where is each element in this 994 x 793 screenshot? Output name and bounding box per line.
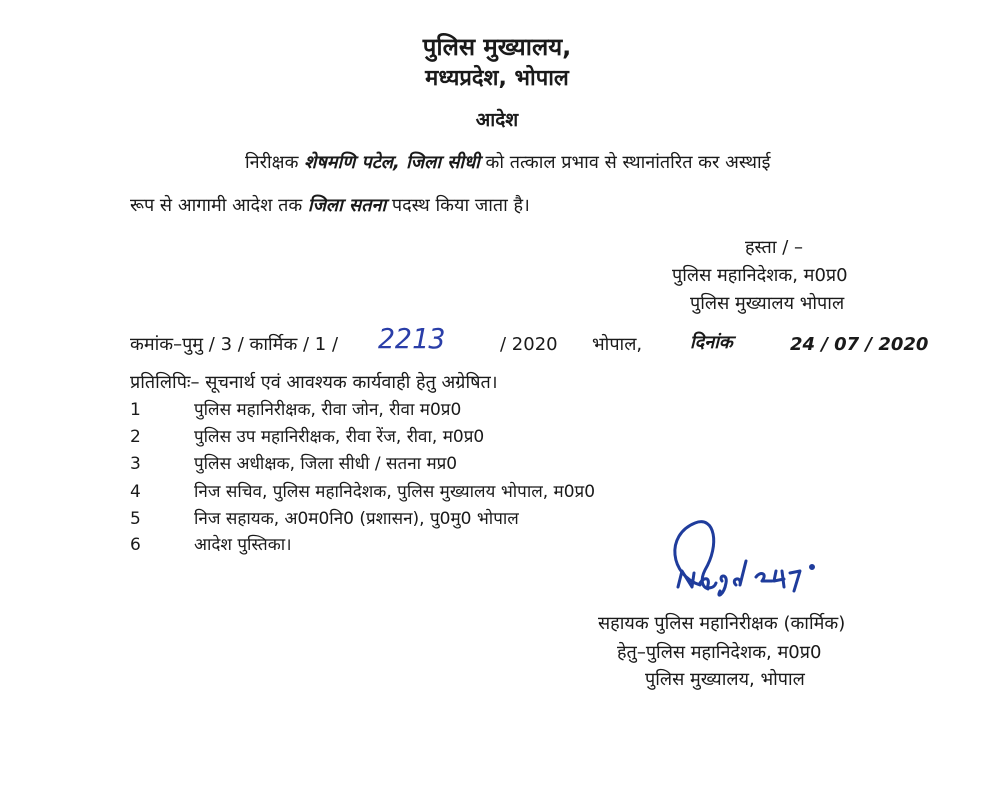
order-title: आदेश [475, 109, 519, 131]
posting-place: जिला सतना [307, 195, 387, 216]
copy-to-heading: प्रतिलिपिः– सूचनार्थ एवं आवश्यक कार्यवाही हेतु अग्रेषित। [130, 372, 498, 393]
list-item: 2 पुलिस उप महानिरीक्षक, रीवा रेंज, रीवा, म0प्र0 [130, 427, 485, 447]
reference-city: भोपाल, [592, 334, 643, 355]
list-item: 3 पुलिस अधीक्षक, जिला सीधी / सतना मप्र0 [130, 454, 458, 474]
office-location: मध्यप्रदेश, भोपाल [425, 66, 569, 91]
list-item: 1 पुलिस महानिरीक्षक, रीवा जोन, रीवा म0प्र0 [130, 400, 462, 420]
signatory2-office: पुलिस मुख्यालय, भोपाल [645, 669, 805, 690]
reference-year: / 2020 [500, 334, 558, 355]
rank-text: निरीक्षक [245, 152, 299, 173]
order-text-2: रूप से आगामी आदेश तक [130, 195, 303, 216]
signatory2-on-behalf: हेतु–पुलिस महानिदेशक, म0प्र0 [617, 642, 822, 663]
reference-number-handwritten: 2213 [378, 322, 446, 355]
order-text-3: पदस्थ किया जाता है। [391, 195, 530, 216]
order-body-line-2 [130, 193, 530, 217]
order-body-line-1 [245, 150, 771, 174]
order-date: 24 / 07 / 2020 [790, 334, 929, 355]
list-item: 6 आदेश पुस्तिका। [130, 535, 292, 555]
office-name: पुलिस मुख्यालय, [422, 33, 572, 61]
list-item: 5 निज सहायक, अ0म0नि0 (प्रशासन), पु0मु0 भोपाल [130, 509, 519, 529]
signatory-office: पुलिस मुख्यालय भोपाल [690, 293, 845, 314]
signature-icon [660, 515, 840, 610]
signatory2-designation: सहायक पुलिस महानिरीक्षक (कार्मिक) [598, 613, 846, 634]
date-label: दिनांक [690, 332, 733, 353]
officer-name: शेषमणि पटेल, जिला सीधी [304, 152, 480, 173]
reference-prefix: कमांक–पुमु / 3 / कार्मिक / 1 / [130, 334, 339, 355]
signatory-designation: पुलिस महानिदेशक, म0प्र0 [672, 265, 848, 286]
list-item: 4 निज सचिव, पुलिस महानिदेशक, पुलिस मुख्यालय भोपाल, म0प्र0 [130, 482, 596, 502]
order-text-1: को तत्काल प्रभाव से स्थानांतरित कर अस्थाई [485, 152, 771, 173]
signed-mark: हस्ता / – [745, 237, 803, 258]
